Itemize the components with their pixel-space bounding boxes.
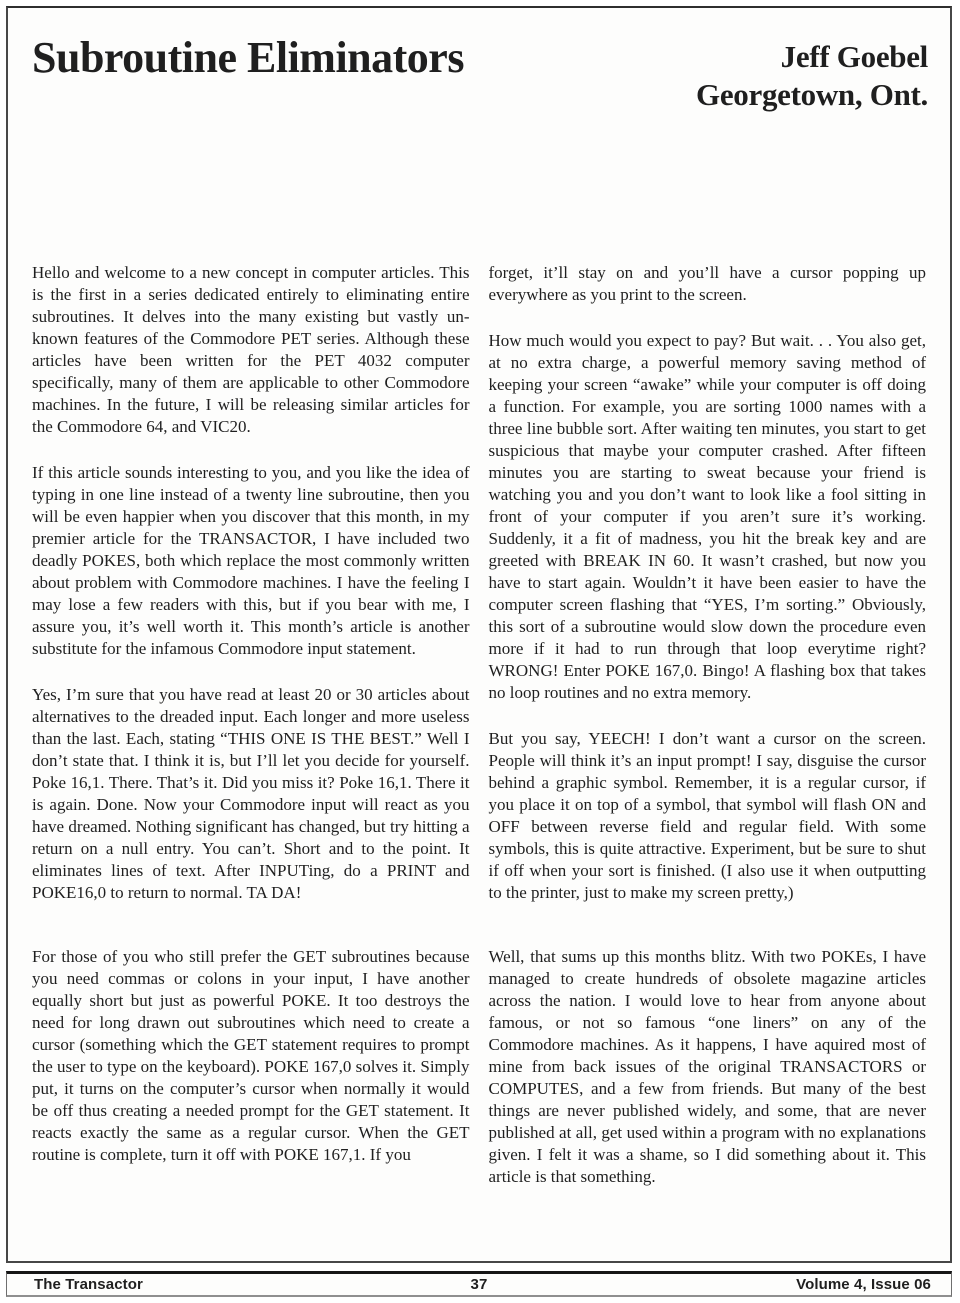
- paragraph-get-subroutines: For those of you who still prefer the GET subroutines because you need commas or colons in your input, I have another equally short but just as powerful POKE. It too destroys the need for long drawn out subroutines which need to create a cursor (something which the GET statement requires to prompt the user to type on the keyboard). POKE 167,0 solves it. Simply put, it turns on the computer’s cursor when normally it would be off thus creating a needed prompt for the GET statement. It reacts exactly the same as a regular cursor. When the GET routine is complete, turn it off with POKE 167,1. If you: [32, 947, 470, 1164]
- article-page: [6, 6, 952, 1263]
- footer-bar: [6, 1271, 952, 1297]
- paragraph-intro: Hello and welcome to a new concept in computer articles. This is the first in a series dedicated entirely to eliminating entire subroutines. It delves into the many existing but vastly un-known features of the Commodore PET series. Although these articles have been written for the PET 4032 computer specifically, many of them are applicable to other Commodore machines. In the future, I will be releasing similar articles for the Commodore 64, and VIC20.: [32, 263, 470, 436]
- paragraph-bubble-sort: How much would you expect to pay? But wait. . . You also get, at no extra charge, a powerful memory saving method of keeping your screen “awake” while your computer is off doing a function. For example, you are sorting 1000 names with a three line bubble sort. After waiting ten minutes, you start to get suspicious that maybe your computer crashed. After fifteen minutes you are starting to sweat because your friend is watching you and you don’t want to look like a fool sitting in front of your computer if you aren’t sure it’s working. Suddenly, it a fit of madness, you hit the break key and are greeted with BREAK IN 60. It wasn’t crashed, but now you have to start again. Wouldn’t it have been easier to have the computer screen flashing that “YES, I’m sorting.” Obviously, this sort of a subroutine would slow down the procedure even more if it had to run through that loop everytime right? WRONG! Enter POKE 167,0. Bingo! A flashing box that takes no loop routines and no extra memory.: [488, 331, 926, 702]
- paragraph-closing: Well, that sums up this months blitz. With two POKEs, I have managed to create hundreds of obsolete magazine articles across the nation. I would love to hear from anyone about famous, or not so famous “one liners” on any of the Commodore machines. As it happens, I have aquired most of mine from back issues of the original TRANSACTORS or COMPUTES, and a few from friends. But many of the best things are never published widely, and some, that are never published at all, get used within a program with no explanations given. I felt it was a shame, so I did something about it. This article is that something.: [488, 947, 926, 1186]
- footer-issue-label: Volume 4, Issue 06: [796, 1276, 931, 1293]
- article-title: Subroutine Eliminators: [32, 33, 464, 82]
- right-column: [489, 262, 927, 1212]
- footer-page-number: 37: [470, 1276, 488, 1293]
- paragraph-get-continued: forget, it’ll stay on and you’ll have a cursor popping up everywhere as you print to the screen.: [488, 263, 926, 304]
- byline-author: Jeff Goebel: [780, 39, 928, 74]
- byline-location: Georgetown, Ont.: [696, 77, 928, 112]
- paragraph-poke-16-1: Yes, I’m sure that you have read at least 20 or 30 articles about alternatives to the dreaded input. Each longer and more useless than the last. Each, stating “THIS ONE IS THE BEST.” Well I don’t state that. I think it is, but I’ll let you decide for yourself. Poke 16,1. There. That’s it. Did you miss it? Poke 16,1. There it is again. Done. Now your Commodore input will react as you have dreamed. Nothing significant has changed, but try hitting a return on a null entry. You can’t. Short and to the point. It eliminates lines of text. After INPUTing, do a PRINT and POKE16,0 to return to normal. TA DA!: [32, 685, 470, 902]
- left-column: [32, 262, 470, 1190]
- article-body: [8, 262, 950, 1212]
- footer-magazine-title: The Transactor: [34, 1276, 143, 1293]
- article-byline: [696, 34, 928, 114]
- article-header: [8, 8, 950, 114]
- paragraph-premier-pokes: If this article sounds interesting to you, and you like the idea of typing in one line instead of a twenty line subroutine, then you will be even happier when you discover that this month, in my premier article for the TRANSACTOR, I have included two deadly POKES, both which replace the most commonly written about problem with Commodore machines. I have the feeling I may lose a few readers with this, but if you bear with me, I assure you, it’s well worth it. This month’s article is another substitute for the infamous Commodore input statement.: [32, 463, 470, 658]
- paragraph-disguise-cursor: But you say, YEECH! I don’t want a cursor on the screen. People will think it’s an input prompt! I say, disguise the cursor behind a graphic symbol. Remember, it is a regular cursor, if you place it on top of a symbol, that symbol will flash ON and OFF between reverse field and regular field. With some symbols, this is quite attractive. Experiment, but be sure to shut if off when your sort is finished. (I also use it when outputting to the printer, just to make my screen pretty,): [488, 729, 926, 902]
